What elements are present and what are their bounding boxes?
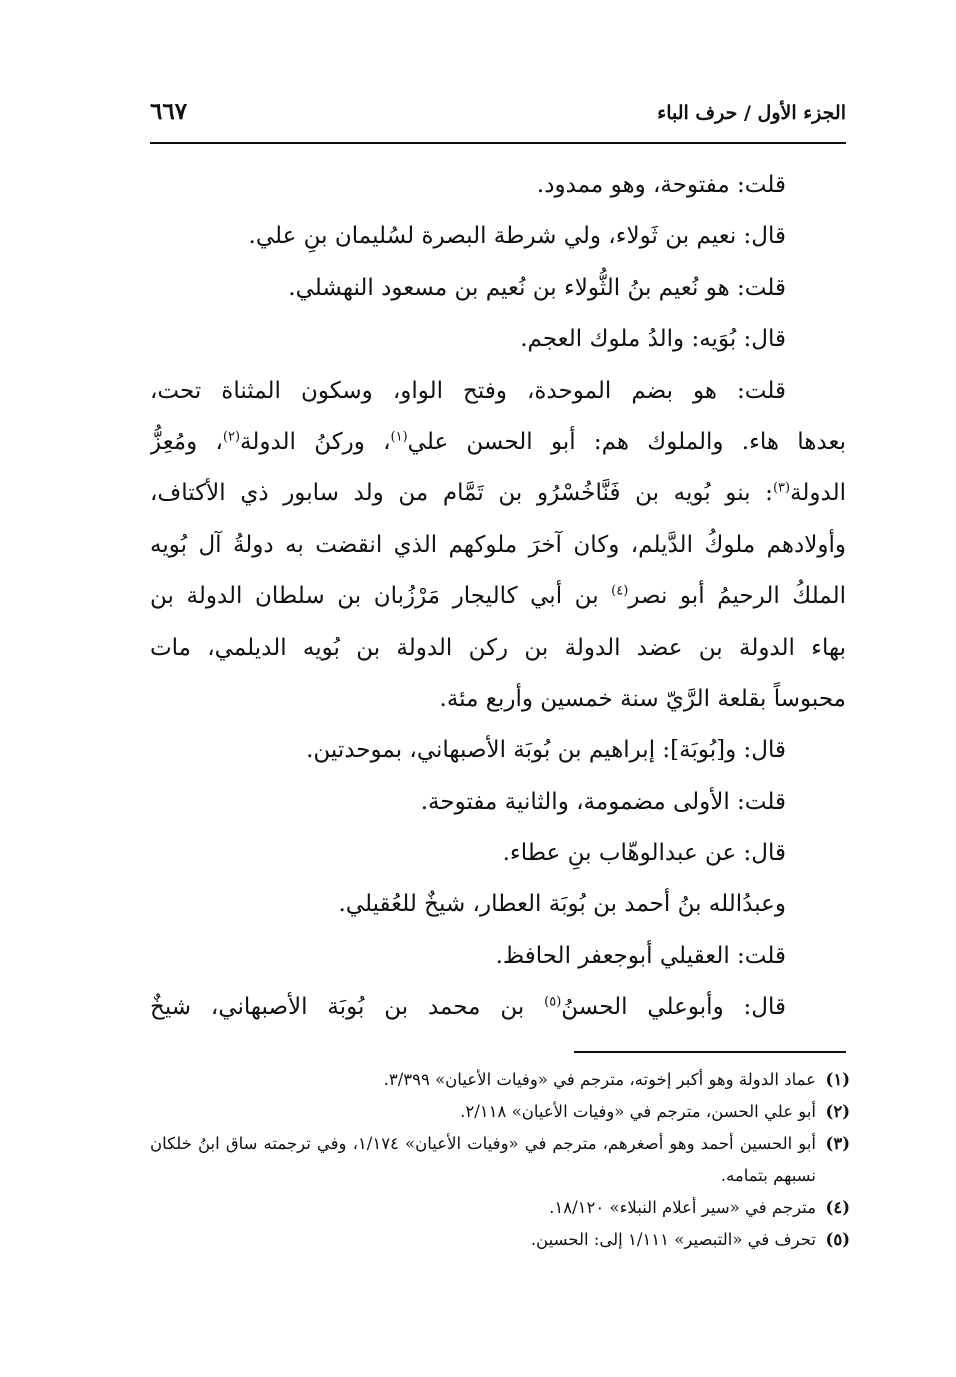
footnote	[150, 1064, 850, 1096]
text-line: وأولادهم ملوكُ الدَّيلم، وكان آخرَ ملوكهم الذي انقضت به دولةُ آل بُويه	[150, 531, 846, 558]
text-line: قال: بُوَيه: والدُ ملوك العجم.	[520, 326, 786, 353]
footnote-ref[interactable]: (١)	[390, 429, 408, 445]
footnote-number: (٤)	[825, 1198, 850, 1217]
footnote-text: مترجم في «سير أعلام النبلاء» ١٨/١٢٠.	[549, 1198, 816, 1217]
text-line: الملكُ الرحيمُ أبو نصر$^{(٤)}$ بن أبي كاليجار مَرْزُبان بن سلطان الدولة بن	[150, 583, 846, 610]
footnote	[150, 1224, 850, 1256]
footnote	[150, 1192, 850, 1224]
footnote-ref[interactable]: (٤)	[611, 583, 629, 599]
text-line: الدولة$^{(٣)}$: بنو بُويه بن فَنَّاخُسْرُو بن تَمَّام من ولد سابور ذي الأكتاف،	[150, 480, 846, 507]
footnote-number: (١)	[825, 1070, 850, 1089]
footnote-ref[interactable]: (٥)	[544, 994, 562, 1010]
text-line: قال: عن عبدالوهّاب بنِ عطاء.	[502, 840, 786, 867]
text-line: قلت: هو نُعيم بنُ الثُّولاء بن نُعيم بن مسعود النهشلي.	[288, 274, 786, 301]
footnote-text: أبو الحسين أحمد وهو أصغرهم، مترجم في «وفيات الأعيان» ١/١٧٤، وفي ترجمته ساق ابنُ خلكان نسبهم بتمامه.	[150, 1134, 816, 1185]
page-number: ٦٦٧	[150, 98, 188, 125]
text-line: قال: نعيم بن ثَولاء، ولي شرطة البصرة لسُليمان بنِ علي.	[248, 223, 786, 250]
footnotes	[150, 1064, 850, 1256]
text-line: قال: وأبوعلي الحسنُ$^{(٥)}$ بن محمد بن بُوبَة الأصبهاني، شيخٌ	[150, 994, 786, 1021]
page-header	[150, 96, 846, 144]
footnote	[150, 1128, 850, 1192]
text-line: قال: و[بُوبَة]: إبراهيم بن بُوبَة الأصبهاني، بموحدتين.	[306, 737, 786, 764]
text-line: بهاء الدولة بن عضد الدولة بن ركن الدولة بن بُويه الديلمي، مات	[150, 634, 846, 661]
footnote-text: أبو علي الحسن، مترجم في «وفيات الأعيان» ٢/١١٨.	[460, 1102, 816, 1121]
footnote-text: تحرف في «التبصير» ١/١١١ إلى: الحسين.	[530, 1230, 816, 1249]
text-line: قلت: مفتوحة، وهو ممدود.	[536, 172, 786, 198]
footnote	[150, 1096, 850, 1128]
text-line: قلت: هو بضم الموحدة، وفتح الواو، وسكون المثناة تحت،	[150, 377, 786, 404]
text-line: قلت: الأولى مضمومة، والثانية مفتوحة.	[420, 788, 786, 815]
running-title: الجزء الأول / حرف الباء	[657, 102, 846, 124]
footnote-separator	[574, 1051, 846, 1053]
footnote-ref[interactable]: (٢)	[222, 429, 241, 445]
footnote-number: (٥)	[825, 1230, 850, 1249]
footnote-number: (٣)	[825, 1134, 850, 1153]
text-line: وعبدُالله بنُ أحمد بن بُوبَة العطار، شيخٌ للعُقيلي.	[338, 891, 786, 918]
footnote-text: عماد الدولة وهو أكبر إخوته، مترجم في «وفيات الأعيان» ٣/٣٩٩.	[383, 1070, 816, 1089]
header-rule	[150, 142, 846, 144]
text-line: قلت: العقيلي أبوجعفر الحافظ.	[495, 942, 786, 969]
footnote-ref[interactable]: (٣)	[772, 480, 791, 496]
main-text	[150, 160, 846, 1034]
text-line: محبوساً بقلعة الرَّيّ سنة خمسين وأربع مئة.	[439, 685, 846, 712]
footnote-number: (٢)	[825, 1102, 850, 1121]
text-line: بعدها هاء. والملوك هم: أبو الحسن علي$^{(١)}$، وركنُ الدولة$^{(٢)}$، ومُعِزُّ	[150, 428, 846, 455]
